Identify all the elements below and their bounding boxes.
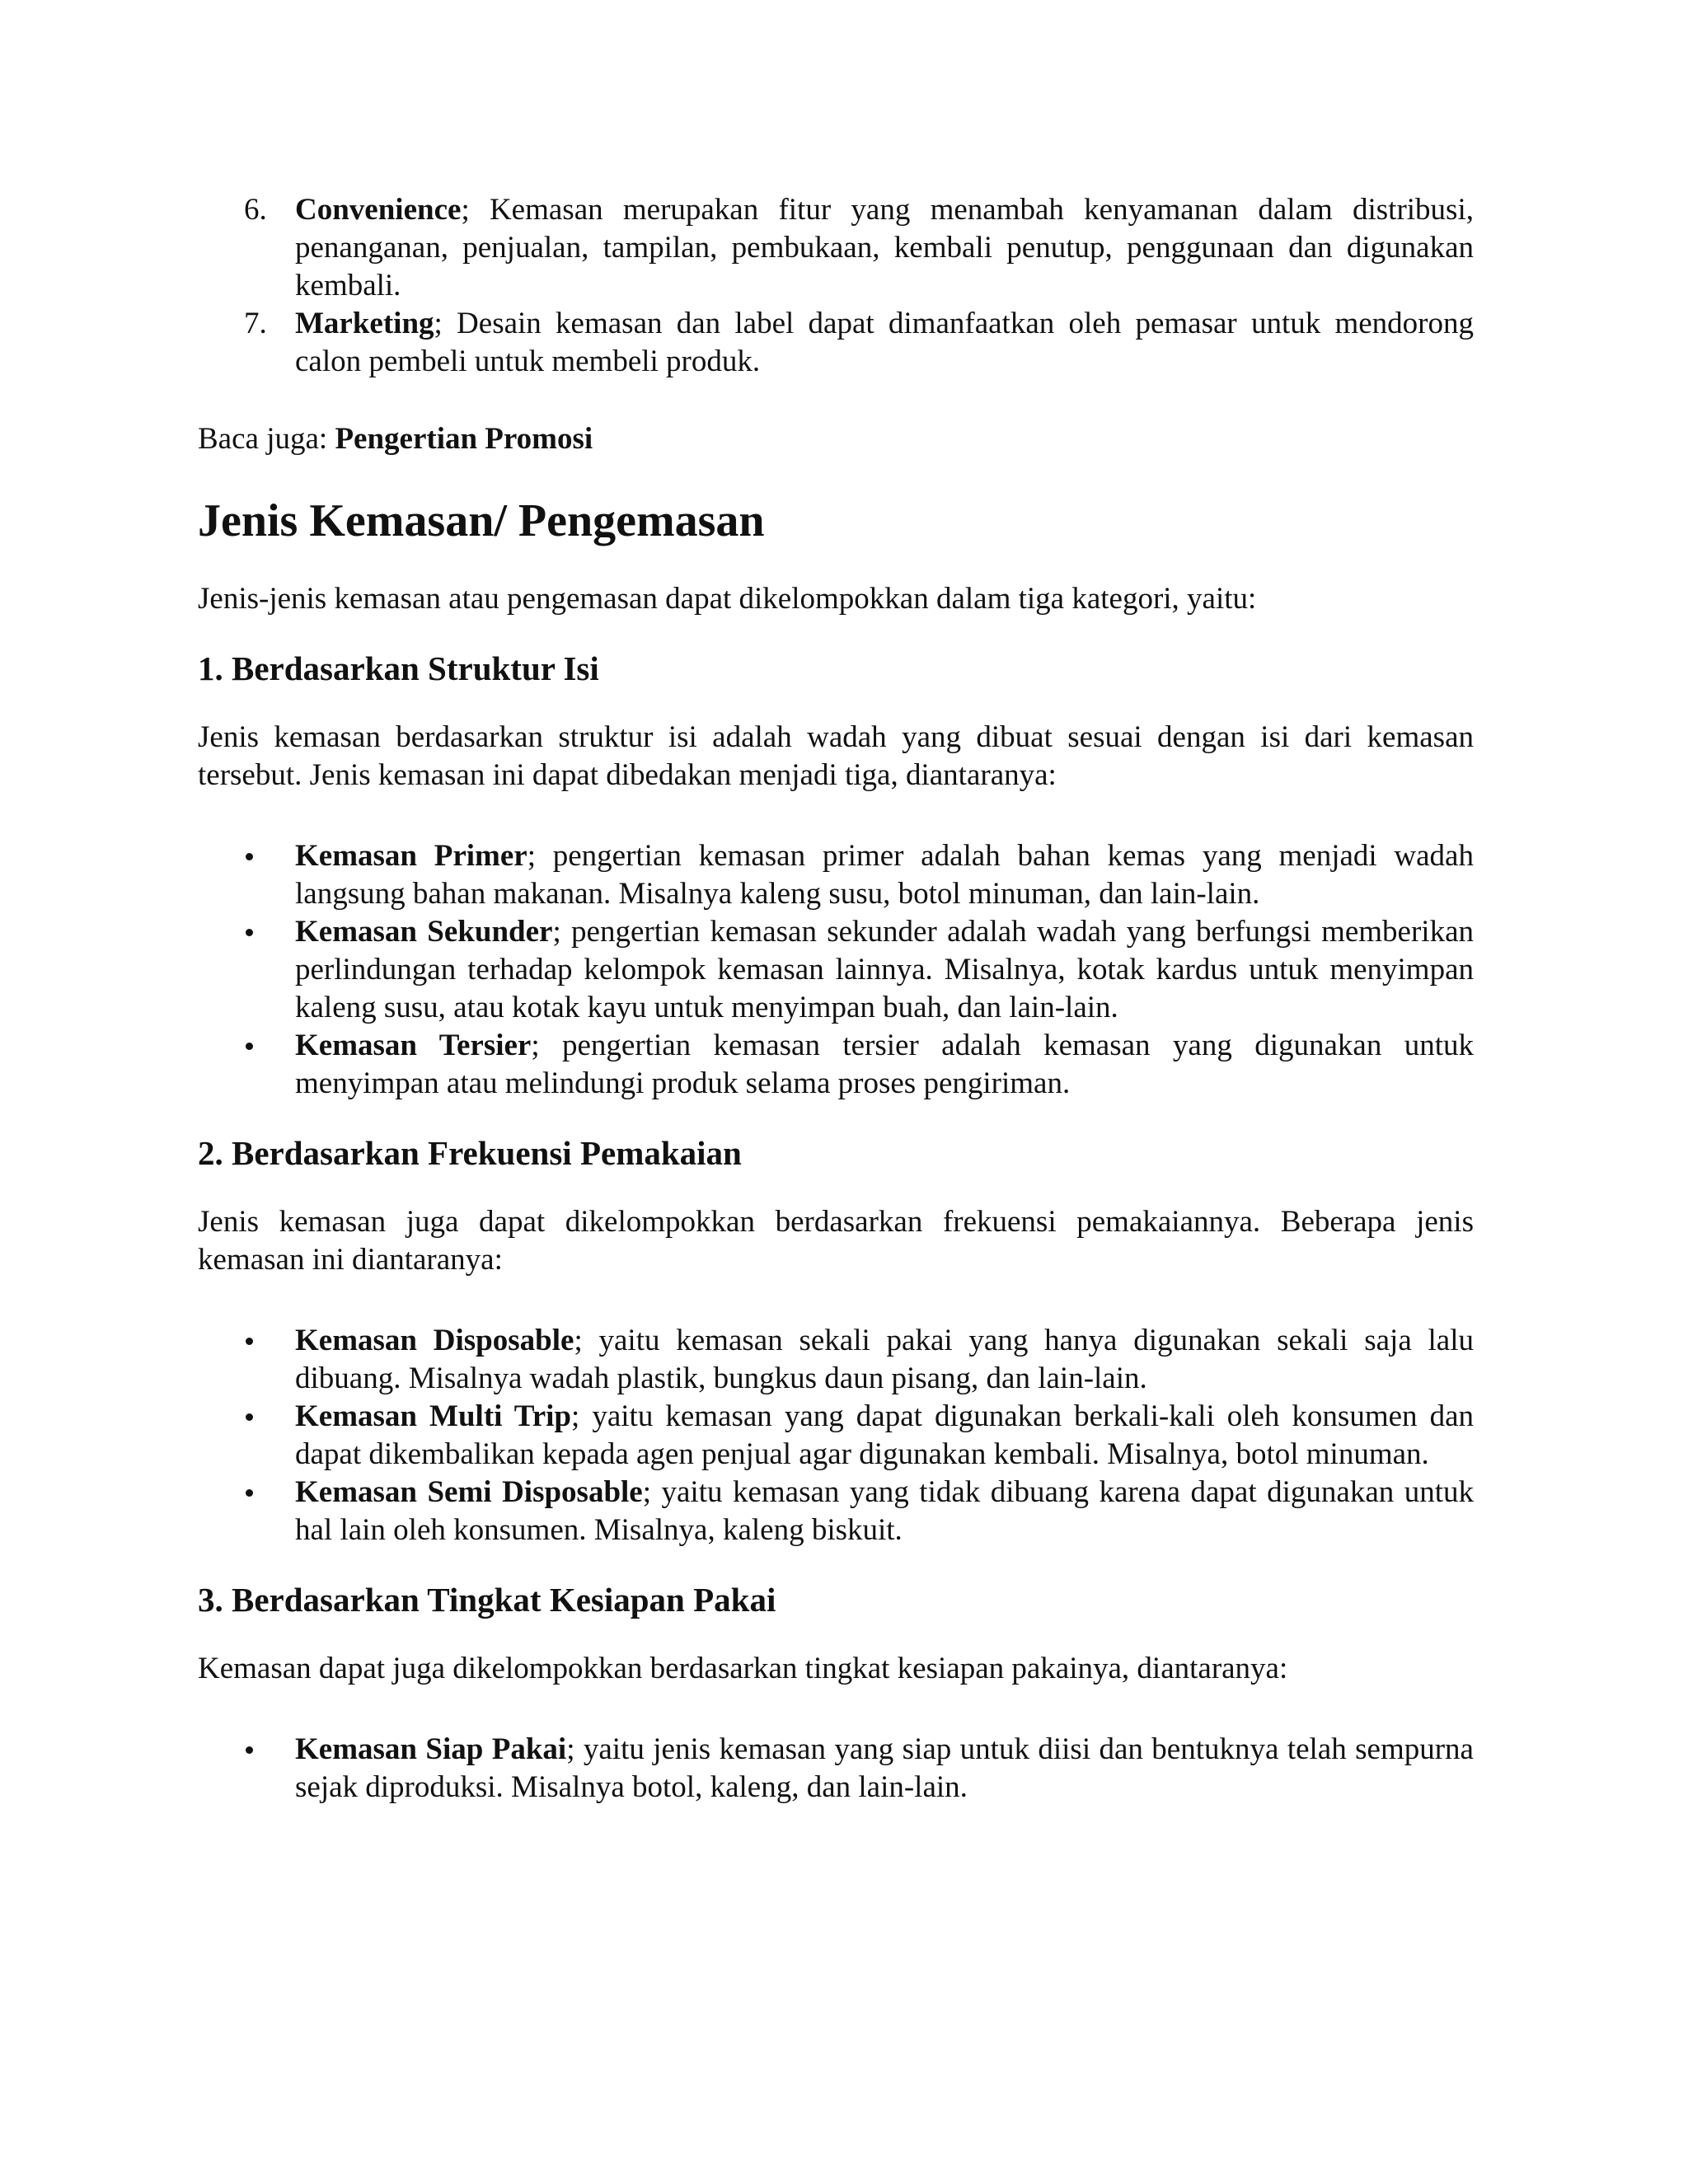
bullet-item — [198, 913, 1474, 1027]
list-text: ; Kemasan merupakan fitur yang menambah kenyamanan dalam distribusi, penanganan, penjualan, tampilan, pembukaan, kembali penutup, penggunaan dan digunakan kembali. — [295, 193, 1474, 302]
bullet-item — [198, 837, 1474, 913]
list-number: 6. — [244, 193, 267, 227]
section-intro: Jenis kemasan berdasarkan struktur isi adalah wadah yang dibuat sesuai dengan isi dari kemasan tersebut. Jenis kemasan ini dapat dibedakan menjadi tiga, diantaranya: — [198, 720, 1474, 792]
bullet-list — [198, 1322, 1474, 1549]
bullet-list — [198, 1731, 1474, 1807]
bullet-icon — [246, 1338, 253, 1345]
bullet-list — [198, 837, 1474, 1103]
bullet-icon — [246, 1413, 253, 1421]
bullet-icon — [246, 929, 253, 936]
bullet-term: Kemasan Tersier — [295, 1029, 532, 1062]
bullet-item — [198, 1398, 1474, 1474]
section-heading: 2. Berdasarkan Frekuensi Pemakaian — [198, 1134, 742, 1172]
bullet-text: ; pengertian kemasan sekunder adalah wadah yang berfungsi memberikan perlindungan terhadap kelompok kemasan lainnya. Misalnya, kotak kardus untuk menyimpan kaleng susu, atau kotak kayu untuk menyimpan buah, dan lain-lain. — [295, 915, 1475, 1024]
main-heading: Jenis Kemasan/ Pengemasan — [198, 495, 765, 546]
bullet-term: Kemasan Semi Disposable — [295, 1475, 643, 1509]
bullet-term: Kemasan Siap Pakai — [295, 1732, 567, 1766]
numbered-list — [198, 191, 1474, 381]
section-intro: Jenis kemasan juga dapat dikelompokkan berdasarkan frekuensi pemakaiannya. Beberapa jenis kemasan ini diantaranya: — [198, 1205, 1474, 1277]
bullet-item — [198, 1731, 1474, 1807]
document-page — [198, 191, 1474, 1807]
bullet-term: Kemasan Multi Trip — [295, 1399, 572, 1433]
bullet-icon — [246, 853, 253, 860]
section-intro: Kemasan dapat juga dikelompokkan berdasarkan tingkat kesiapan pakainya, diantaranya: — [198, 1652, 1288, 1685]
bullet-item — [198, 1027, 1474, 1103]
bullet-text: ; pengertian kemasan primer adalah bahan kemas yang menjadi wadah langsung bahan makanan. Misalnya kaleng susu, botol minuman, dan lain-lain. — [295, 839, 1474, 911]
list-number: 7. — [244, 307, 267, 340]
bullet-text: ; yaitu kemasan yang dapat digunakan berkali-kali oleh konsumen dan dapat dikembalikan kepada agen penjual agar digunakan kembali. Misalnya, botol minuman. — [295, 1399, 1474, 1471]
bullet-icon — [246, 1043, 253, 1050]
section-heading: 1. Berdasarkan Struktur Isi — [198, 649, 599, 687]
bullet-icon — [246, 1489, 253, 1497]
bullet-text: ; pengertian kemasan tersier adalah kemasan yang digunakan untuk menyimpan atau melindungi produk selama proses pengiriman. — [295, 1029, 1474, 1100]
bullet-item — [198, 1322, 1474, 1398]
see-also-prefix: Baca juga: — [198, 422, 335, 456]
bullet-icon — [246, 1746, 253, 1754]
bullet-text: ; yaitu jenis kemasan yang siap untuk diisi dan bentuknya telah sempurna sejak diproduksi. Misalnya botol, kaleng, dan lain-lain. — [295, 1732, 1474, 1804]
list-term: Convenience — [295, 193, 462, 227]
list-text: ; Desain kemasan dan label dapat dimanfaatkan oleh pemasar untuk mendorong calon pembeli untuk membeli produk. — [295, 307, 1474, 378]
bullet-term: Kemasan Primer — [295, 839, 528, 873]
list-item — [198, 191, 1474, 305]
section-heading: 3. Berdasarkan Tingkat Kesiapan Pakai — [198, 1581, 776, 1619]
bullet-term: Kemasan Disposable — [295, 1324, 574, 1357]
bullet-term: Kemasan Sekunder — [295, 915, 553, 949]
bullet-text: ; yaitu kemasan sekali pakai yang hanya digunakan sekali saja lalu dibuang. Misalnya wadah plastik, bungkus daun pisang, dan lain-lain. — [295, 1324, 1475, 1395]
see-also-line — [198, 420, 1474, 458]
bullet-item — [198, 1474, 1474, 1549]
list-item — [198, 305, 1474, 381]
bullet-text: ; yaitu kemasan yang tidak dibuang karena dapat digunakan untuk hal lain oleh konsumen. Misalnya, kaleng biskuit. — [295, 1475, 1474, 1547]
list-term: Marketing — [295, 307, 434, 340]
main-intro: Jenis-jenis kemasan atau pengemasan dapat dikelompokkan dalam tiga kategori, yaitu: — [198, 582, 1257, 616]
see-also-link[interactable]: Pengertian Promosi — [335, 422, 593, 456]
